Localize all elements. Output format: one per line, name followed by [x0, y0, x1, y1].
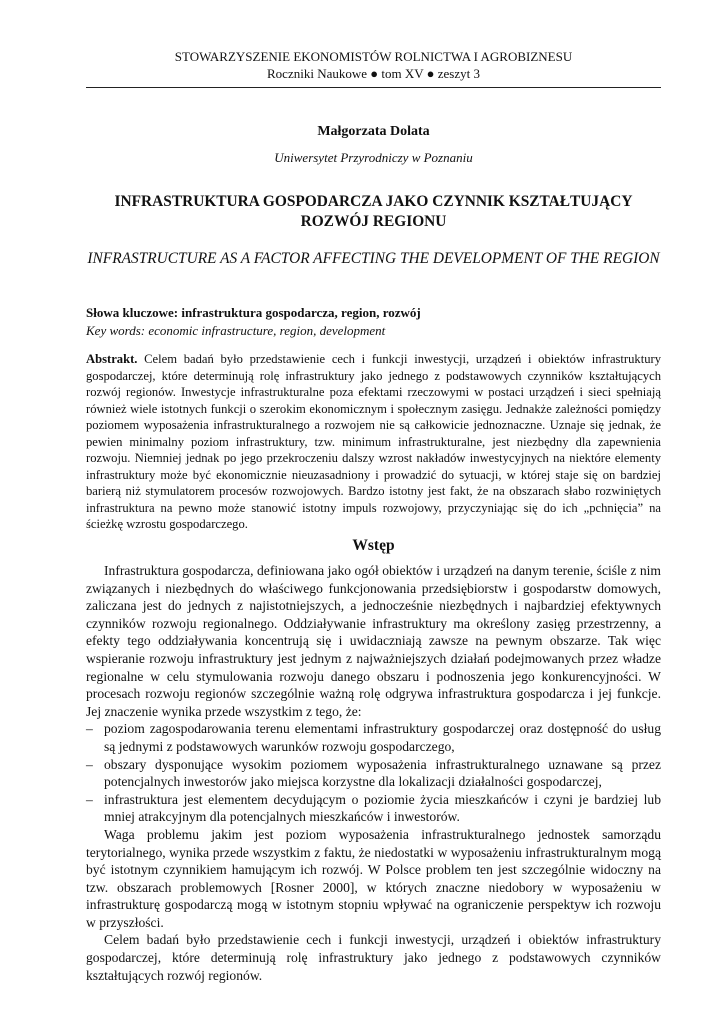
list-item-text: obszary dysponujące wysokim poziomem wyposażenia infrastrukturalnego uznawane są przez potencjalnych inwestorów jako miejsca korzystne dla lokalizacji działalności gospodarczej,: [104, 756, 661, 790]
abstract: [86, 351, 661, 533]
author-affiliation: Uniwersytet Przyrodniczy w Poznaniu: [274, 150, 473, 165]
list-item: [86, 791, 661, 826]
abstract-label: Abstrakt.: [86, 352, 138, 366]
list-dash: –: [86, 791, 93, 807]
body-text: [86, 562, 661, 984]
list-item-text: infrastruktura jest elementem decydującym o poziomie życia mieszkańców i czyni je bardziej lub mniej atrakcyjnym dla potencjalnych mieszkańców i inwestorów.: [104, 791, 661, 825]
keywords-polish: Słowa kluczowe: infrastruktura gospodarcza, region, rozwój: [86, 305, 421, 320]
list-item-text: poziom zagospodarowania terenu elementami infrastruktury gospodarczej oraz dostępność do usług są jednymi z podstawowych warunków rozwoju gospodarczego,: [104, 721, 661, 754]
keywords-english: Key words: economic infrastructure, region, development: [86, 323, 386, 338]
title-english: INFRASTRUCTURE AS A FACTOR AFFECTING THE DEVELOPMENT OF THE REGION: [87, 250, 660, 267]
abstract-text: Celem badań było przedstawienie cech i funkcji inwestycji, urządzeń i obiektów infrastruktury gospodarczej, które determinują rolę infrastruktury jako jednego z podstawowych czynników kształtujących rozwój regionów. Inwestycje infrastrukturalne poza efektami rzeczowymi w postaci urządzeń i sieci spełniają również wiele istotnych funkcji o szerokim ekonomicznym i społecznym zasięgu. Jednakże zależności pomiędzy poziomem wyposażenia infrastrukturalnego a rozwojem nie są całkowicie jednoznaczne. Uznaje się jednak, że pewien minimalny poziom infrastruktury, tzw. minimum infrastrukturalne, jest niezbędny dla zapewnienia rozwoju. Niemniej jednak po jego przekroczeniu dalszy wzrost nakładów inwestycyjnych na niektóre elementy infrastruktury może być ekonomicznie nieuzasadniony i prowadzić do sytuacji, w której staje się on bardziej barierą niż stymulatorem procesów rozwojowych. Bardzo istotny jest fakt, że na obszarach słabo rozwiniętych infrastruktura na pewno może stanowić istotny impuls rozwojowy, przyczyniając się do ich „pchnięcia” na ścieżkę wzrostu gospodarczego.: [86, 352, 662, 531]
paragraph-aim: Celem badań było przedstawienie cech i funkcji inwestycji, urządzeń i obiektów infrastruktury gospodarczej, które determinują rolę infrastruktury jako jednego z podstawowych czynników kształtujących rozwój regionów.: [86, 932, 661, 983]
header-divider: [86, 87, 661, 88]
list-dash: –: [86, 721, 93, 737]
section-heading: Wstęp: [352, 537, 395, 554]
journal-header: [86, 48, 661, 82]
keywords-block: [86, 304, 661, 340]
paragraph-intro: Infrastruktura gospodarcza, definiowana jako ogół obiektów i urządzeń na danym terenie, ściśle z nim związanych i niezbędnych do właściwego funkcjonowania przedsiębiorstw i gospodarstw domowych, zaliczana jest do jednych z najistotniejszych, a jednocześnie niezbędnych i najbardziej efektywnych czynników rozwoju regionalnego. Oddziaływanie infrastruktury ma określony zasięg przestrzenny, a efekty tego oddziaływania koncentrują się i uwidaczniają zawsze na pewnym obszarze. Tak więc wspieranie rozwoju infrastruktury jest jednym z najważniejszych działań podejmowanych przez władze regionalne w celu stymulowania rozwoju danego obszaru i podnoszenia jego konkurencyjności. W procesach rozwoju regionów szczególnie ważną rolę odgrywa infrastruktura gospodarcza i jej funkcje. Jej znaczenie wynika przede wszystkim z tego, że:: [86, 563, 661, 719]
paragraph-problem: Waga problemu jakim jest poziom wyposażenia infrastrukturalnego jednostek samorządu terytorialnego, wynika przede wszystkim z faktu, że niedostatki w wyposażeniu infrastrukturalnym mogą być istotnym czynnikiem hamującym ich rozwój. W Polsce problem ten jest szczególnie widoczny na tzw. obszarach problemowych [Rosner 2000], w których znaczne niedobory w wyposażeniu w infrastrukturę gospodarczą mogą w istotnym stopniu wpływać na ograniczenie perspektyw ich rozwoju w przyszłości.: [86, 826, 661, 930]
journal-issue: Roczniki Naukowe ● tom XV ● zeszyt 3: [267, 66, 480, 81]
title-polish: INFRASTRUKTURA GOSPODARCZA JAKO CZYNNIK KSZTAŁTUJĄCY ROZWÓJ REGIONU: [114, 193, 633, 230]
author-name: Małgorzata Dolata: [317, 124, 430, 139]
journal-publisher: STOWARZYSZENIE EKONOMISTÓW ROLNICTWA I AGROBIZNESU: [174, 49, 573, 64]
list-dash: –: [86, 756, 93, 772]
list-item: [86, 756, 661, 791]
bullet-list: [86, 720, 661, 826]
list-item: [86, 720, 661, 755]
